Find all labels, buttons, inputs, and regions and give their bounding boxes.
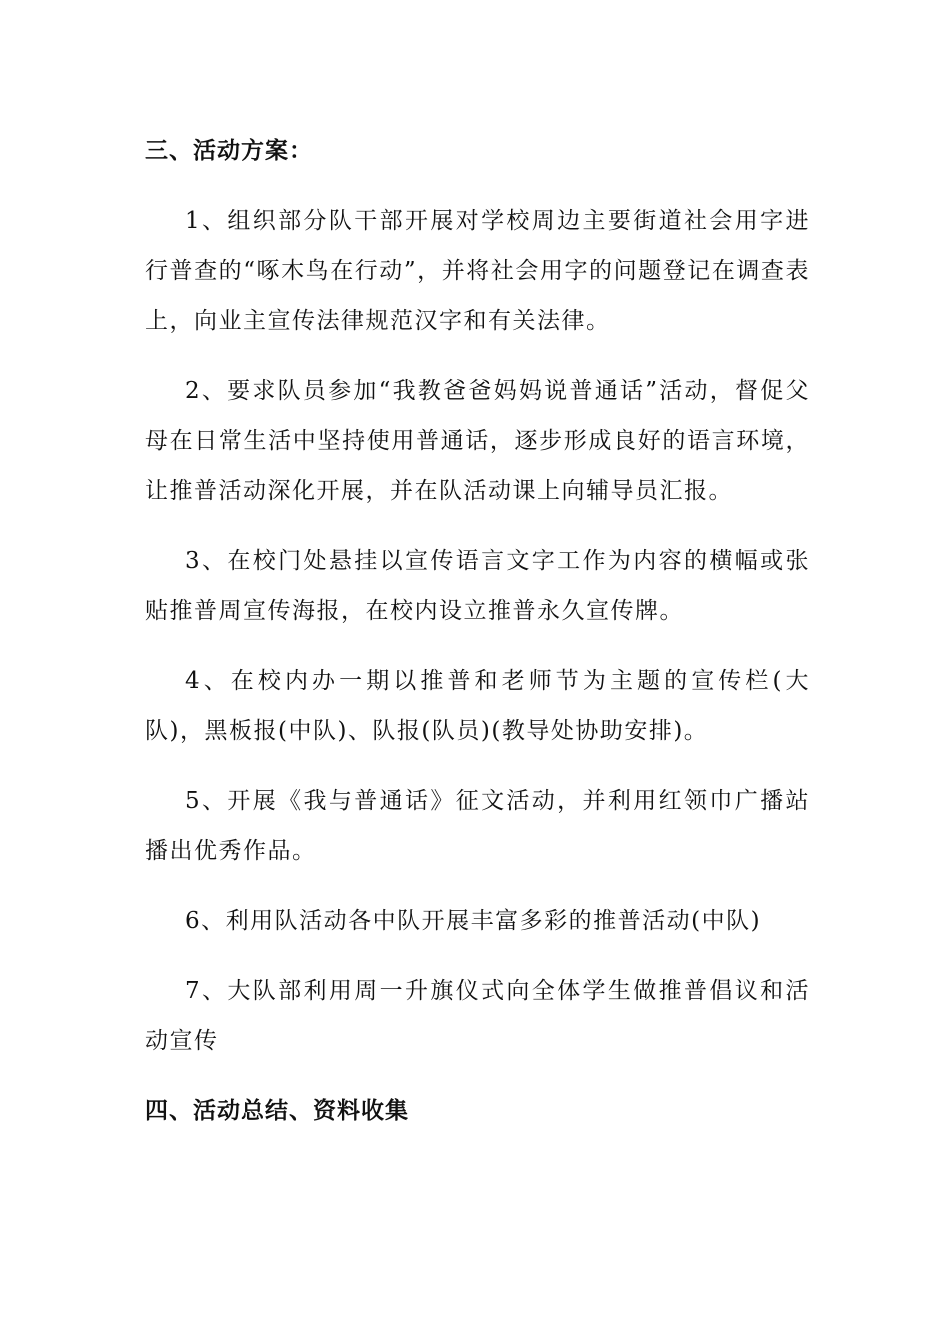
document-page: [145, 126, 810, 1136]
plan-item-3: 3、在校门处悬挂以宣传语言文字工作为内容的横幅或张贴推普周宣传海报，在校内设立推普永久宣传牌。: [145, 548, 810, 624]
plan-item-6: 6、利用队活动各中队开展丰富多彩的推普活动(中队): [185, 908, 762, 934]
plan-item-7: 7、大队部利用周一升旗仪式向全体学生做推普倡议和活动宣传: [145, 978, 810, 1054]
plan-item-2: 2、要求队员参加“我教爸爸妈妈说普通话”活动，督促父母在日常生活中坚持使用普通话，逐步形成良好的语言环境，让推普活动深化开展，并在队活动课上向辅导员汇报。: [145, 378, 810, 504]
section-heading-three: 三、活动方案：: [145, 138, 313, 164]
plan-item-1: 1、组织部分队干部开展对学校周边主要街道社会用字进行普查的“啄木鸟在行动”，并将社会用字的问题登记在调查表上，向业主宣传法律规范汉字和有关法律。: [145, 208, 810, 334]
section-heading-four: 四、活动总结、资料收集: [145, 1098, 409, 1124]
plan-item-4: 4、在校内办一期以推普和老师节为主题的宣传栏(大队)，黑板报(中队)、队报(队员)(教导处协助安排)。: [145, 668, 810, 744]
plan-item-5: 5、开展《我与普通话》征文活动，并利用红领巾广播站播出优秀作品。: [145, 788, 810, 864]
